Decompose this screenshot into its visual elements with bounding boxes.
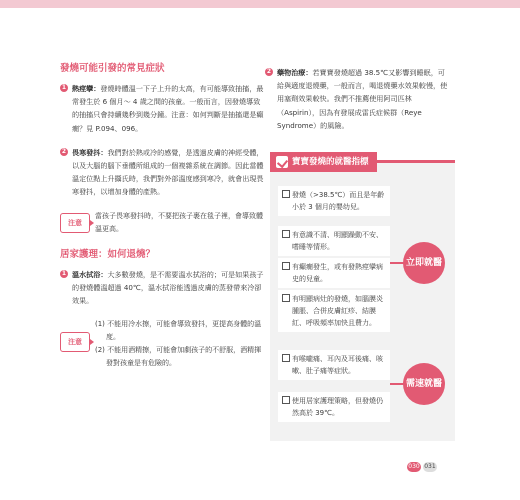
criteria-card <box>278 290 390 332</box>
section-title-home-care: 居家護理：如何退燒？ <box>60 248 156 260</box>
symptom-item <box>60 146 265 199</box>
item-text: 大多數發燒，是不需要溫水拭浴的；可是如果孩子的發燒體溫超過 40℃，溫水拭浴能透過皮膚的蒸發帶來冷卻效果。 <box>72 269 264 306</box>
number-badge: 2 <box>266 68 272 75</box>
item-heading: 熱痙攣： <box>72 84 101 93</box>
page-number-right: 031 <box>424 463 436 470</box>
item-text: 若寶寶發燒超過 38.5℃又影響到睡眠，可給與適度退燒藥，一般而言，喝退燒藥水效果較慢，使用塞劑效果較快。我們不推薦使用阿司匹林（Aspirin），因為有發展成雷氏症候群（Reye Syndrome）的風險。 <box>277 68 448 130</box>
checkbox-icon <box>282 230 290 238</box>
number-badge: 1 <box>61 84 67 91</box>
criteria-text: 有癲癇發生，或有發熱痙攣病史的兒童。 <box>292 263 383 283</box>
soon-bubble: 需速就醫 <box>403 363 445 405</box>
note-badge: 注意 <box>60 213 90 233</box>
criteria-card <box>278 392 390 422</box>
note-box <box>60 318 265 370</box>
page-number-left: 030 <box>408 463 420 470</box>
checkbox-icon <box>282 190 290 198</box>
number-badge: 2 <box>61 147 67 155</box>
symptom-item <box>60 82 265 135</box>
checkbox-icon <box>282 396 290 404</box>
urgent-bubble: 立即就醫 <box>403 242 445 284</box>
criteria-text: 有意識不清、明顯躁動不安、嗜睡等情形。 <box>292 231 383 251</box>
checkmark-icon <box>276 156 288 168</box>
note-list-item: (1) 不能用冷水擦，可能會導致發抖，更提高身體的溫度。 <box>95 320 262 342</box>
item-heading: 溫水拭浴： <box>72 269 108 279</box>
note-text: 當孩子畏寒發抖時，不要把孩子裹在毯子裡，會導致體溫更高。 <box>95 211 263 233</box>
page-numbers <box>407 462 437 472</box>
note-list-item: (2) 不能用酒精擦，可能會加劇孩子的不舒服，酒精揮發對孩童是有危險的。 <box>95 346 262 368</box>
guide-title <box>270 152 377 172</box>
note-badge: 注意 <box>60 332 90 352</box>
number-badge: 1 <box>61 269 67 277</box>
right-column <box>265 66 450 143</box>
top-band <box>0 0 520 8</box>
item-heading: 藥物治療： <box>277 68 313 77</box>
checkbox-icon <box>282 294 290 302</box>
item-text: 發燒時體溫一下子上升的太高，有可能導致抽搐，最常發生於 6 個月～ 4 歲之間的孩童。一般而言，因發燒導致的抽搐只會持續幾秒到幾分鐘。注意：如何判斷是抽搐還是癲癇？見 P.094、096。 <box>72 84 264 133</box>
criteria-card <box>278 186 390 216</box>
note-list <box>95 318 265 370</box>
criteria-card <box>278 258 390 288</box>
criteria-text: 有喉嚨痛、耳內及耳後痛、咳嗽、肚子痛等症狀。 <box>292 355 383 375</box>
section-title-symptoms: 發燒可能引發的常見症狀 <box>60 63 165 74</box>
care-item <box>265 66 450 132</box>
checkbox-icon <box>282 262 290 270</box>
guide-title-text: 寶寶發燒的就醫指標 <box>292 157 369 167</box>
item-heading: 畏寒發抖： <box>72 147 108 157</box>
criteria-text: 有明顯病灶的發燒，如腦膜炎腫脹、合併皮膚紅疹、結膜紅、呼吸頻率加快且費力。 <box>292 295 383 327</box>
criteria-text: 發燒（>38.5℃）而且是年齡小於 3 個月的嬰幼兒。 <box>292 191 385 211</box>
left-column <box>60 60 265 380</box>
criteria-card <box>278 226 390 256</box>
item-text: 我們對於熱或冷的感覺，是透過皮膚的神經受體，以及大腦的腦下垂體所組成的一個複雜系統在調節。因此當體溫定位點上升攝氏時，我們對外部溫度感到寒冷，就會出現畏寒發抖，以增加身體的產熱。 <box>72 147 264 197</box>
note-box <box>60 210 265 236</box>
criteria-card <box>278 350 390 380</box>
criteria-text: 使用居家護理策略，但發燒仍然高於 39℃。 <box>292 397 383 417</box>
care-item <box>60 268 265 308</box>
checkbox-icon <box>282 354 290 362</box>
